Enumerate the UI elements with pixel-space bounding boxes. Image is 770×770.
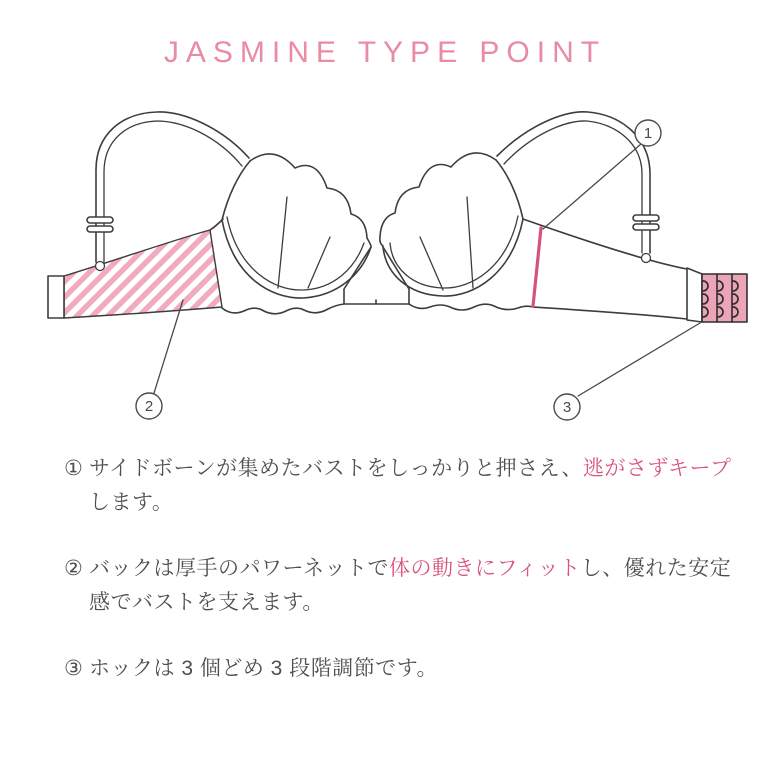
point-1-accent-segment: 逃がさずキープ bbox=[582, 457, 732, 480]
left-cup-seam bbox=[308, 237, 330, 288]
point-1-number: ① bbox=[64, 457, 84, 480]
callout-1-number: 1 bbox=[643, 125, 653, 142]
point-3-number: ③ bbox=[64, 657, 84, 680]
right-strap-ring bbox=[642, 254, 651, 263]
point-3-text bbox=[89, 652, 737, 686]
left-cup bbox=[222, 154, 371, 298]
page-title: JASMINE TYPE POINT bbox=[163, 36, 607, 69]
right-cup bbox=[380, 153, 523, 296]
left-cup-scallop-edge bbox=[250, 154, 371, 246]
point-1-text bbox=[89, 452, 737, 520]
callout-2-leader bbox=[154, 300, 183, 393]
side-bone-highlight bbox=[533, 228, 541, 306]
point-2-segment: し、優れた安定感でバストを支えます。 bbox=[89, 557, 732, 614]
point-3 bbox=[64, 652, 737, 686]
left-strap-end-tab bbox=[48, 276, 64, 318]
point-1-segment: サイドボーンが集めたバストをしっかりと押さえ、 bbox=[89, 457, 583, 480]
left-strap-ring bbox=[96, 262, 105, 271]
right-cup-seam bbox=[467, 197, 473, 288]
callout-3-leader bbox=[578, 323, 700, 396]
right-strap-adjuster bbox=[633, 215, 659, 221]
right-wing-top-edge bbox=[523, 219, 687, 269]
point-1-segment: します。 bbox=[89, 491, 174, 514]
power-net-hatch-region bbox=[64, 230, 222, 318]
callout-2-number: 2 bbox=[144, 398, 154, 415]
left-cup-seam bbox=[278, 197, 287, 288]
hook-and-eye-closure bbox=[687, 268, 747, 322]
point-3-segment: ホックは 3 個どめ 3 段階調節です。 bbox=[89, 657, 439, 680]
band-bottom-edge bbox=[222, 304, 344, 314]
right-cup-scallop-edge bbox=[380, 153, 496, 246]
point-2-number: ② bbox=[64, 557, 84, 580]
callout-3-number: 3 bbox=[562, 399, 572, 416]
point-2 bbox=[64, 552, 737, 620]
left-strap-adjuster bbox=[87, 217, 113, 223]
point-2-accent-segment: 体の動きにフィット bbox=[388, 557, 581, 580]
point-2-text bbox=[89, 552, 737, 620]
right-cup-seam bbox=[420, 237, 443, 290]
point-2-segment: バックは厚手のパワーネットで bbox=[89, 557, 389, 580]
point-1 bbox=[64, 452, 737, 520]
callout-1-leader bbox=[543, 144, 641, 229]
